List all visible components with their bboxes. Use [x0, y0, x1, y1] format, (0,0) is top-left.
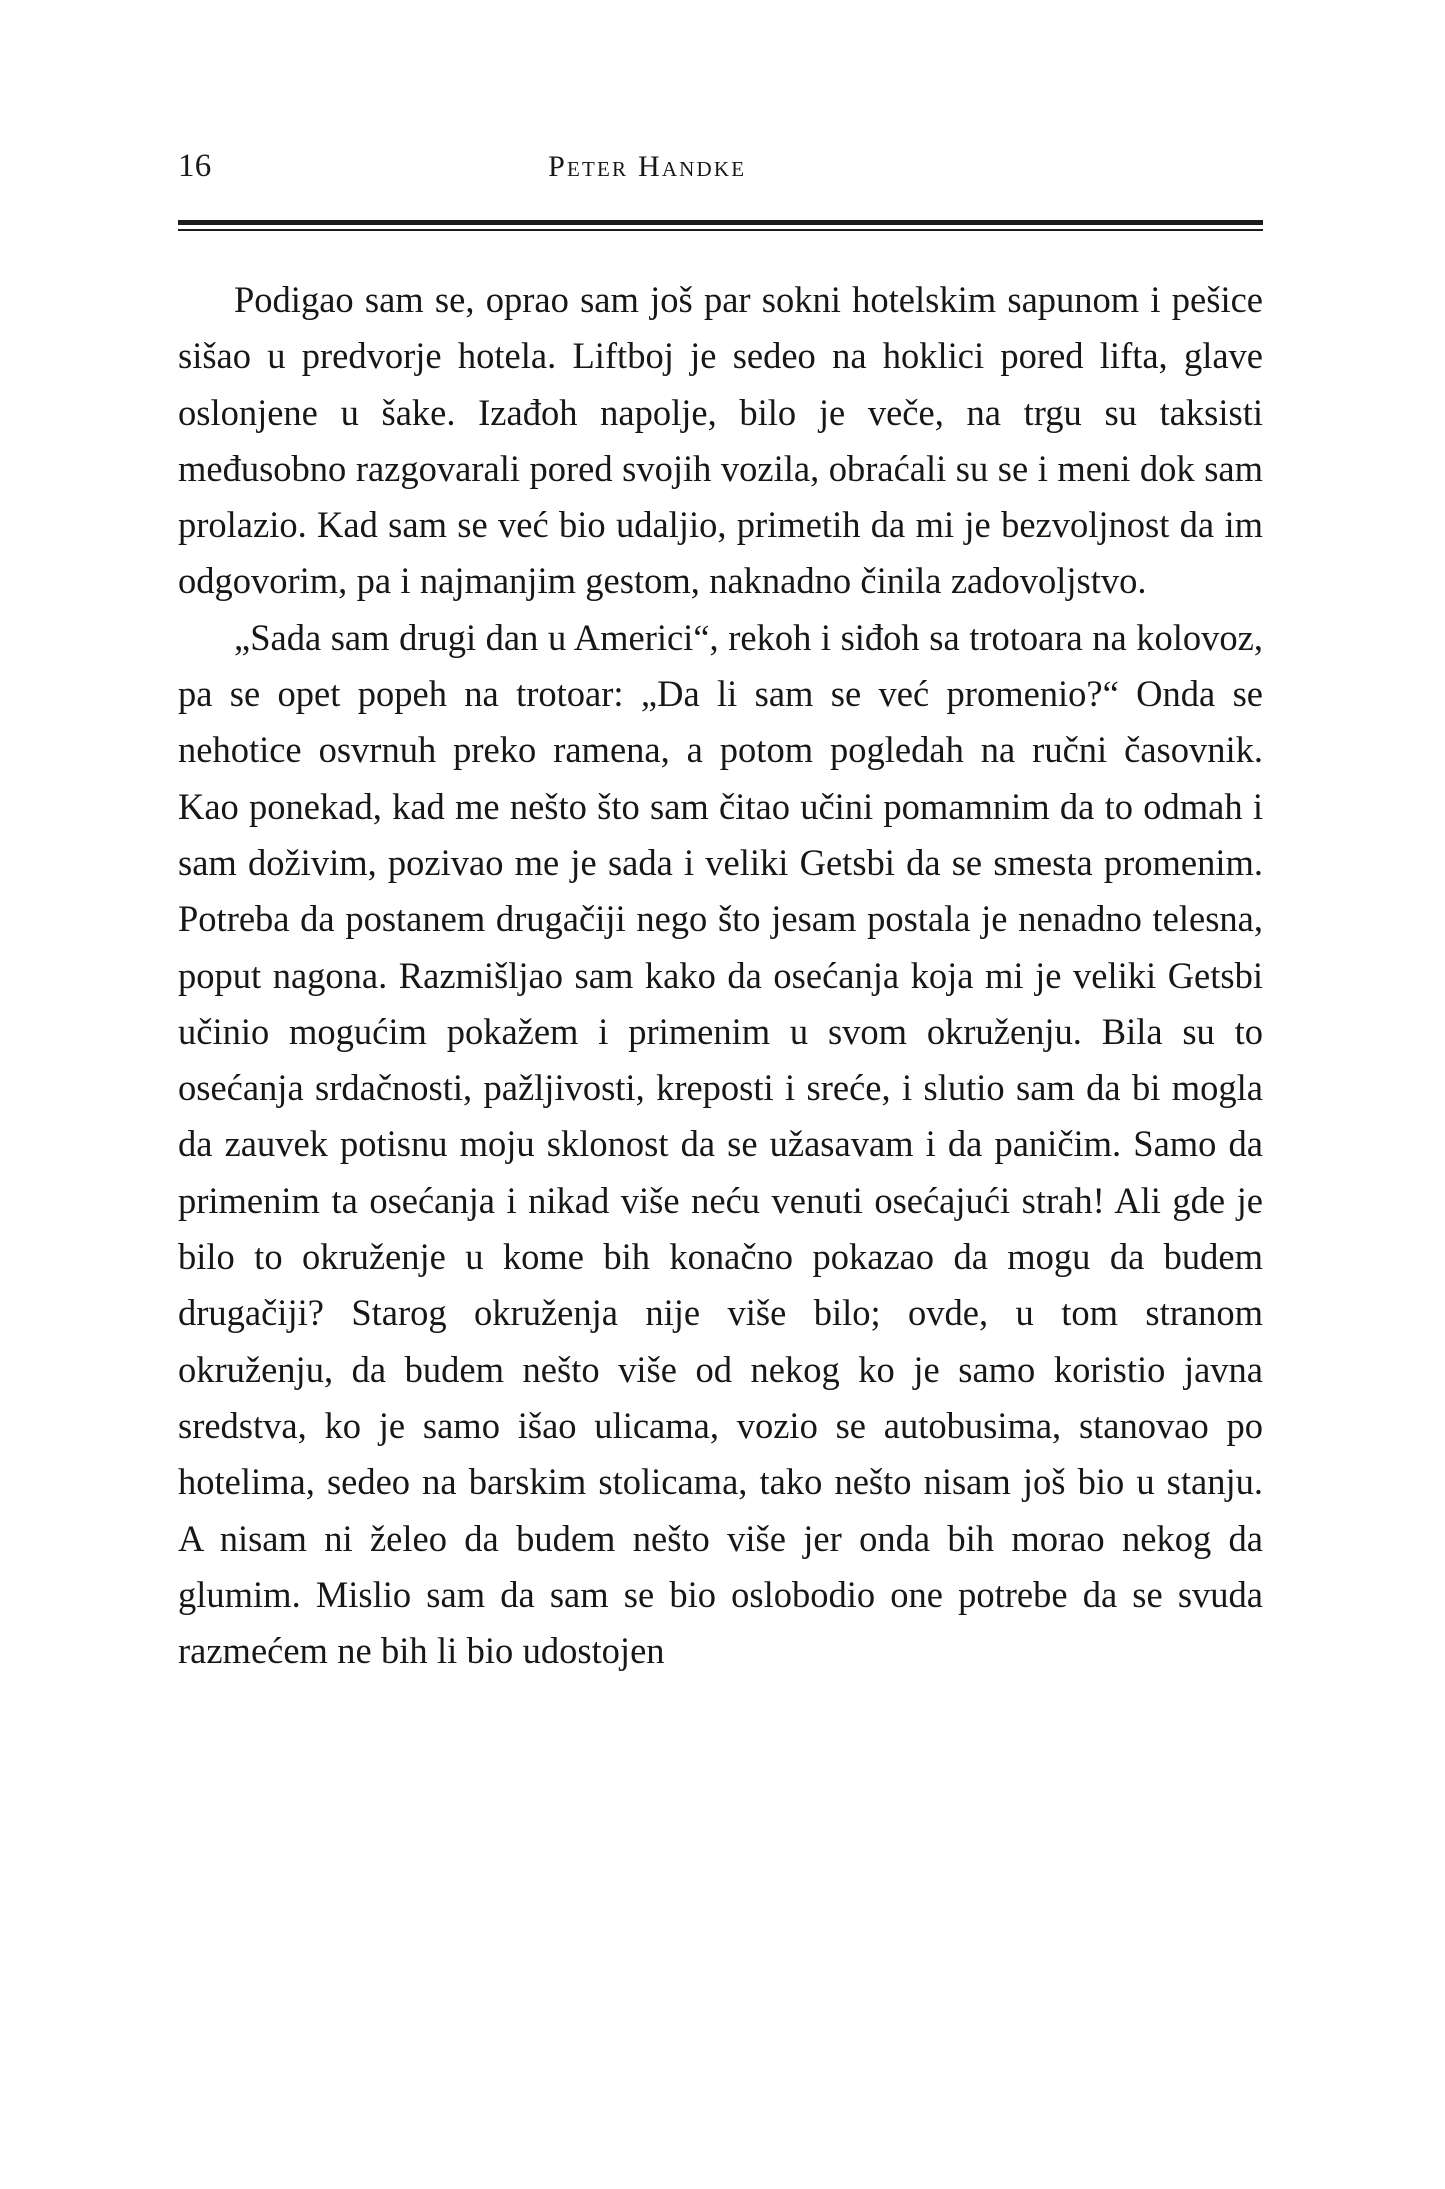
body-text-block [178, 272, 1263, 1679]
page-number: 16 [178, 148, 212, 184]
running-head [178, 150, 1263, 204]
header-divider [178, 220, 1263, 231]
paragraph: „Sada sam drugi dan u Americi“, rekoh i siđoh sa trotoara na kolovoz, pa se opet popeh na trotoar: „Da li sam se već promenio?“ Onda se nehotice osvrnuh preko ramena, a potom pogledah na ručni časovnik. Kao ponekad, kad me nešto što sam čitao učini pomamnim da to odmah i sam doživim, pozivao me je sada i veliki Getsbi da se smesta promenim. Potreba da postanem drugačiji nego što jesam postala je nenadno telesna, poput nagona. Razmišljao sam kako da osećanja koja mi je veliki Getsbi učinio mogućim pokažem i primenim u svom okruženju. Bila su to osećanja srdačnosti, pažljivosti, kreposti i sreće, i slutio sam da bi mogla da zauvek potisnu moju sklonost da se užasavam i da paničim. Samo da primenim ta osećanja i nikad više neću venuti osećajući strah! Ali gde je bilo to okruženje u kome bih konačno pokazao da mogu da budem drugačiji? Starog okruženja nije više bilo; ovde, u tom stranom okruženju, da budem nešto više od nekog ko je samo koristio javna sredstva, ko je samo išao ulicama, vozio se autobusima, stanovao po hotelima, sedeo na barskim stolicama, tako nešto nisam još bio u stanju. A nisam ni želeo da budem nešto više jer onda bih morao nekog da glumim. Mislio sam da sam se bio oslobodio one potrebe da se svuda razmećem ne bih li bio udostojen [178, 616, 1263, 1672]
divider-thin-line [178, 229, 1263, 231]
paragraph: Podigao sam se, oprao sam još par sokni hotelskim sapunom i pešice sišao u predvorje hotela. Liftboj je sedeo na hoklici pored lifta, glave oslonjene u šake. Izađoh napolje, bilo je veče, na trgu su taksisti međusobno razgovarali pored svojih vozila, obraćali su se i meni dok sam prolazio. Kad sam se već bio udaljio, primetih da mi je bezvoljnost da im odgovorim, pa i najmanjim gestom, naknadno činila zadovoljstvo. [178, 279, 1263, 602]
running-head-title: Peter Handke [548, 150, 747, 183]
